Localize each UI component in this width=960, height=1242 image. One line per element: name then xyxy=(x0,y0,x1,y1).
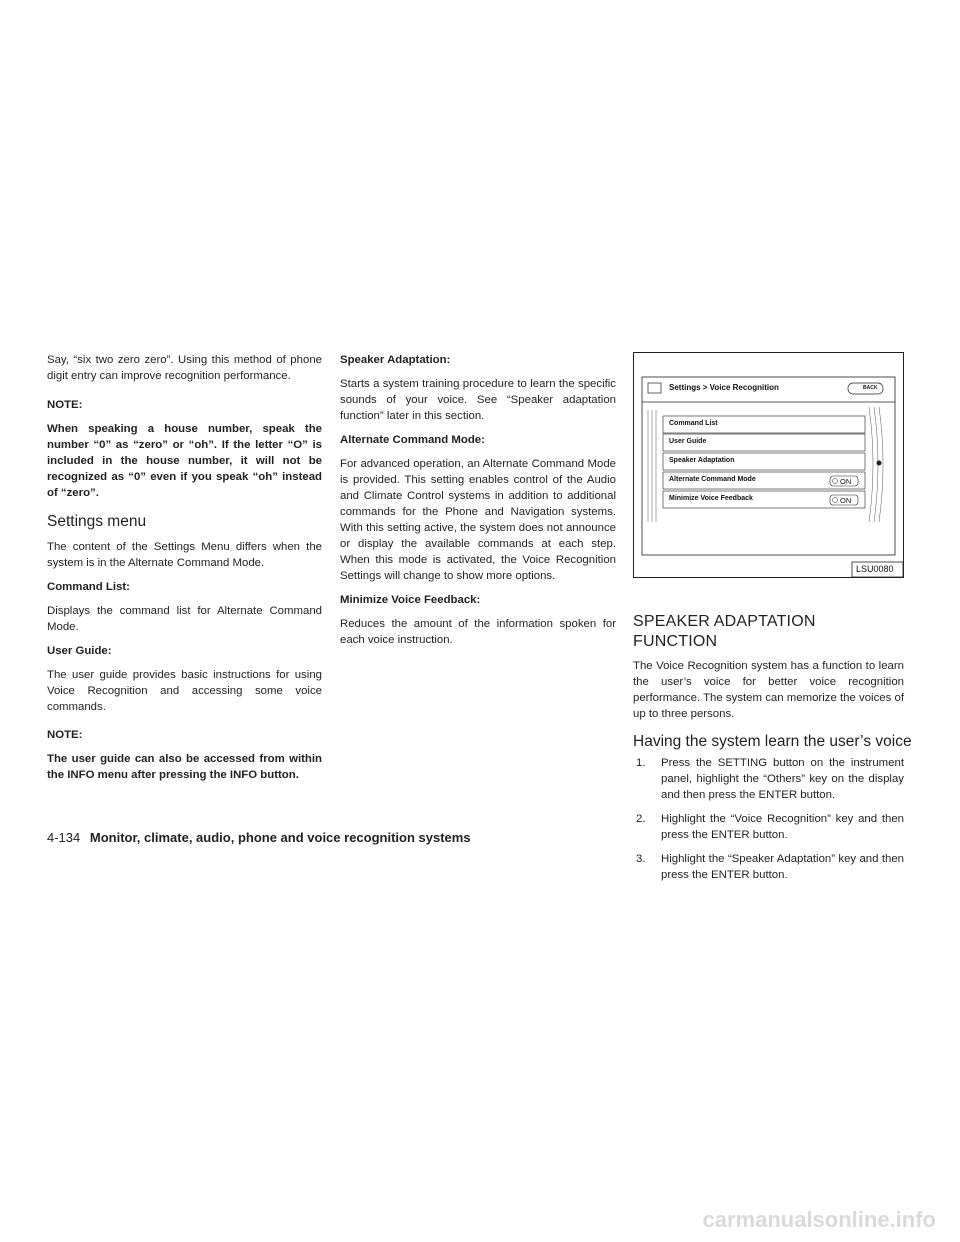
alternate-command-text: For advanced operation, an Alternate Command Mode is provided. This setting enables control of the Audio and Climate Control systems in addition to additional commands for the Phone and Navigation systems. With this setting active, the system does not announce or display the available commands at each step. When this mode is activated, the Voice Recognition Settings will change to show more options. xyxy=(340,458,616,582)
list-item xyxy=(633,811,904,843)
minimize-feedback-heading: Minimize Voice Feedback: xyxy=(340,594,481,606)
menu-item-speaker-adaptation: Speaker Adaptation xyxy=(669,457,735,464)
column-2 xyxy=(340,352,616,648)
step-text: Press the SETTING button on the instrument panel, highlight the “Others” key on the display and then press the ENTER button. xyxy=(661,757,904,801)
back-button: BACK xyxy=(863,385,878,391)
menu-item-command-list: Command List xyxy=(669,420,718,427)
chapter-title: Monitor, climate, audio, phone and voice recognition systems xyxy=(89,830,471,845)
menu-item-alternate-command-mode: Alternate Command Mode xyxy=(669,476,756,483)
list-item xyxy=(633,851,904,883)
note-text-2: The user guide can also be accessed from within the INFO menu after pressing the INFO button. xyxy=(47,753,322,781)
learn-voice-steps xyxy=(633,755,904,883)
list-item xyxy=(633,755,904,803)
step-number: 3. xyxy=(636,853,646,865)
command-list-heading: Command List: xyxy=(47,581,130,593)
user-guide-heading: User Guide: xyxy=(47,645,112,657)
page-footer xyxy=(47,830,471,845)
note-label: NOTE: xyxy=(47,399,83,411)
learn-voice-heading: Having the system learn the user’s voice xyxy=(633,733,912,750)
minimize-feedback-text: Reduces the amount of the information spoken for each voice instruction. xyxy=(340,618,616,646)
figure-code: LSU0080 xyxy=(856,564,894,574)
note-label-2: NOTE: xyxy=(47,729,83,741)
alternate-command-toggle: ON xyxy=(840,477,852,486)
column-3 xyxy=(633,612,912,891)
alternate-command-heading: Alternate Command Mode: xyxy=(340,434,485,446)
step-number: 1. xyxy=(636,757,646,769)
intro-paragraph: Say, “six two zero zero”. Using this method of phone digit entry can improve recognition performance. xyxy=(47,354,322,382)
screen-title: Settings > Voice Recognition xyxy=(669,383,779,392)
user-guide-text: The user guide provides basic instructions for using Voice Recognition and accessing some voice commands. xyxy=(47,669,322,713)
watermark: carmanualsonline.info xyxy=(702,1207,936,1232)
voice-recognition-settings-figure xyxy=(633,352,904,578)
speaker-adaptation-heading: Speaker Adaptation: xyxy=(340,354,451,366)
column-1 xyxy=(47,352,322,783)
step-number: 2. xyxy=(636,813,646,825)
note-text: When speaking a house number, speak the number “0” as “zero” or “oh”. If the letter “O” is included in the house number, it will not be recognized as “0” even if you speak “oh” instead of “zero”. xyxy=(47,423,322,499)
settings-menu-text: The content of the Settings Menu differs when the system is in the Alternate Command Mode. xyxy=(47,541,322,569)
step-text: Highlight the “Speaker Adaptation” key and then press the ENTER button. xyxy=(661,853,904,881)
speaker-adaptation-function-text: The Voice Recognition system has a function to learn the user’s voice for better voice recognition performance. The system can memorize the voices of up to three persons. xyxy=(633,660,904,720)
step-text: Highlight the “Voice Recognition” key and then press the ENTER button. xyxy=(661,813,904,841)
menu-item-minimize-voice-feedback: Minimize Voice Feedback xyxy=(669,495,753,502)
settings-menu-heading: Settings menu xyxy=(47,513,147,530)
minimize-feedback-toggle: ON xyxy=(840,496,852,505)
page-number: 4-134 xyxy=(47,830,81,845)
speaker-adaptation-function-heading: SPEAKER ADAPTATION FUNCTION xyxy=(633,613,816,650)
speaker-adaptation-text: Starts a system training procedure to learn the specific sounds of your voice. See “Speaker adaptation function” later in this section. xyxy=(340,378,616,422)
command-list-text: Displays the command list for Alternate Command Mode. xyxy=(47,605,322,633)
menu-item-user-guide: User Guide xyxy=(669,438,707,445)
